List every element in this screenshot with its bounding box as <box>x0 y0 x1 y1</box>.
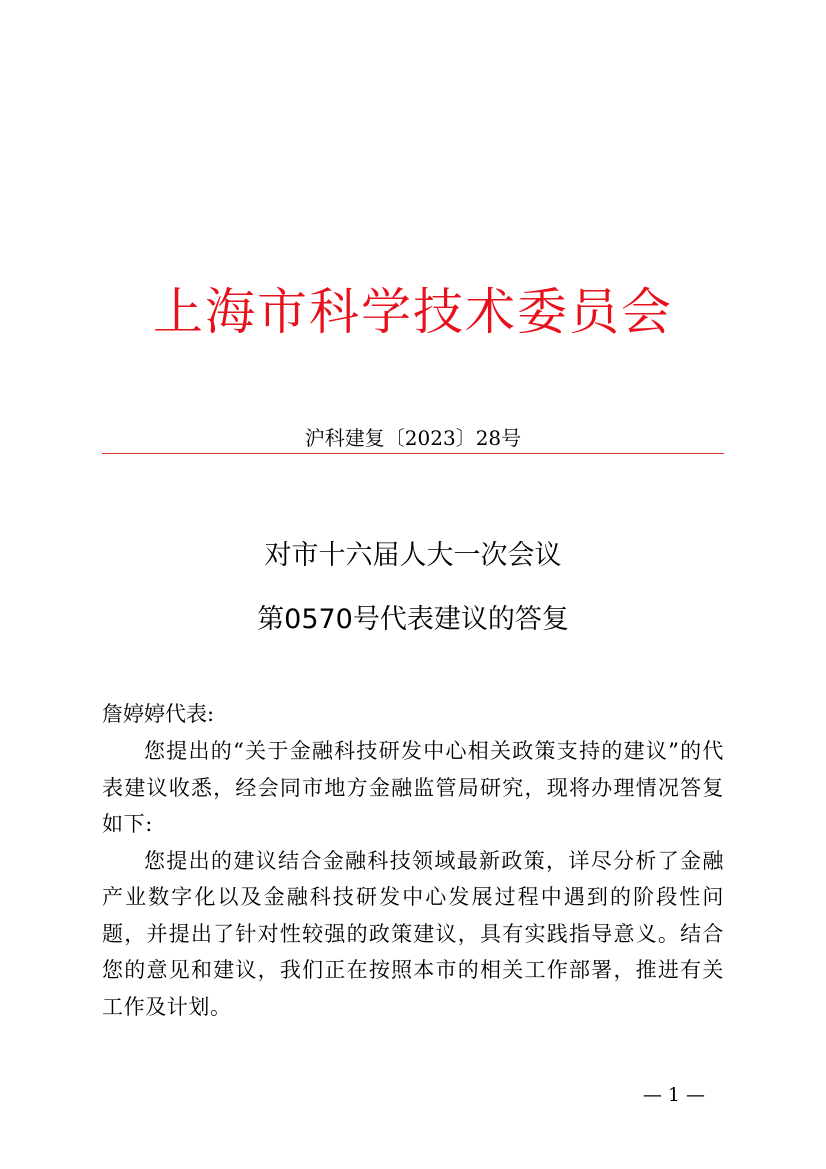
body-paragraph-2: 您提出的建议结合金融科技领域最新政策，详尽分析了金融产业数字化以及金融科技研发中心发展过程中遇到的阶段性问题，并提出了针对性较强的政策建议，具有实践指导意义。结合您的意见和建议，我们正在按照本市的相关工作部署，推进有关工作及计划。 <box>102 848 724 1019</box>
body-text <box>102 733 724 1025</box>
header-divider-line <box>102 453 724 454</box>
document-title-line-1: 对市十六届人大一次会议 <box>264 540 562 571</box>
salutation: 詹婷婷代表: <box>102 702 215 726</box>
body-paragraph-1: 您提出的“关于金融科技研发中心相关政策支持的建议”的代表建议收悉，经会同市地方金融监管局研究，现将办理情况答复如下: <box>102 739 724 836</box>
document-title-line-2: 第0570号代表建议的答复 <box>257 604 569 635</box>
document-number: 沪科建复〔2023〕28号 <box>304 426 522 450</box>
issuing-organization-header: 上海市科学技术委员会 <box>153 283 673 341</box>
page-number: — 1 — <box>642 1084 705 1106</box>
